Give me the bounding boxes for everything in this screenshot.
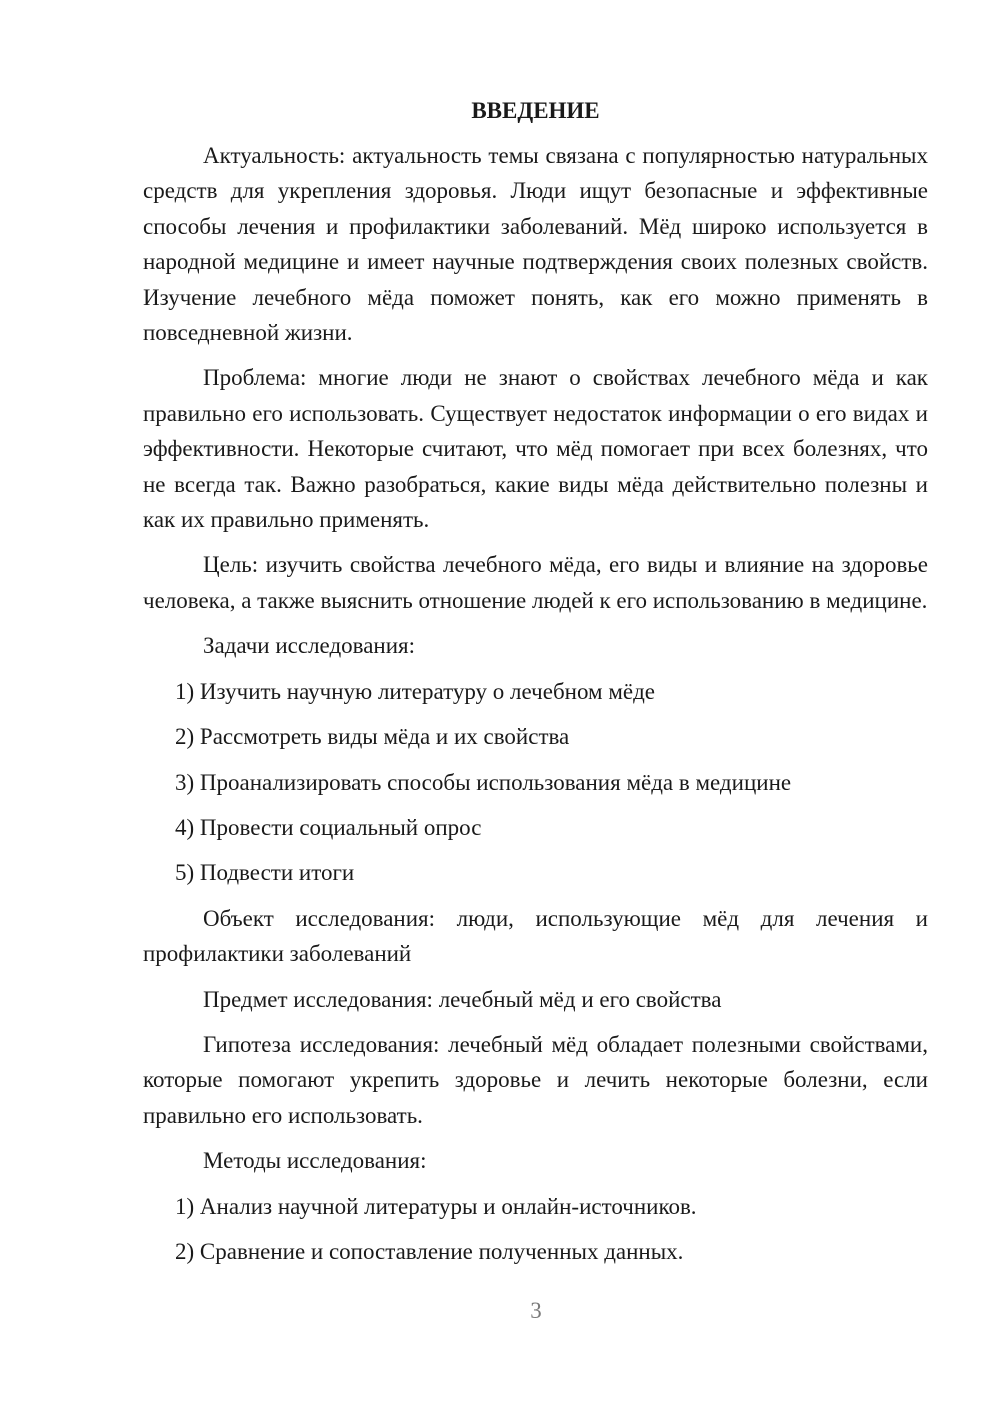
task-item: 5) Подвести итоги bbox=[175, 860, 355, 886]
methods-heading: Методы исследования: bbox=[203, 1148, 427, 1174]
task-item: 3) Проанализировать способы использования мёда в медицине bbox=[175, 769, 792, 795]
object-paragraph: Объект исследования: люди, использующие мёд для лечения и профилактики заболеваний bbox=[143, 905, 928, 967]
task-item: 2) Рассмотреть виды мёда и их свойства bbox=[175, 724, 570, 750]
task-item: 4) Провести социальный опрос bbox=[175, 814, 482, 840]
task-item: 1) Изучить научную литературу о лечебном мёде bbox=[175, 678, 655, 704]
relevance-paragraph: Актуальность: актуальность темы связана с популярностью натуральных средств для укрепления здоровья. Люди ищут безопасные и эффективные способы лечения и профилактики заболеваний. Мёд широко используется в народной медицине и имеет научные подтверждения своих полезных свойств. Изучение лечебного мёда поможет понять, как его можно применять в повседневной жизни. bbox=[143, 143, 928, 346]
subject-paragraph: Предмет исследования: лечебный мёд и его свойства bbox=[203, 986, 722, 1012]
goal-paragraph: Цель: изучить свойства лечебного мёда, его виды и влияние на здоровье человека, а также выяснить отношение людей к его использованию в медицине. bbox=[143, 552, 928, 613]
section-title: ВВЕДЕНИЕ bbox=[471, 98, 600, 123]
tasks-heading: Задачи исследования: bbox=[203, 633, 416, 659]
page-content bbox=[143, 93, 928, 1279]
problem-paragraph: Проблема: многие люди не знают о свойствах лечебного мёда и как правильно его использовать. Существует недостаток информации о его видах и эффективности. Некоторые считают, что мёд помогает при всех болезнях, что не всегда так. Важно разобраться, какие виды мёда действительно полезны и как их правильно применять. bbox=[143, 365, 928, 533]
method-item: 2) Сравнение и сопоставление полученных данных. bbox=[175, 1238, 684, 1264]
method-item: 1) Анализ научной литературы и онлайн-источников. bbox=[175, 1193, 697, 1219]
page-number: 3 bbox=[530, 1298, 542, 1323]
hypothesis-paragraph: Гипотеза исследования: лечебный мёд обладает полезными свойствами, которые помогают укрепить здоровье и лечить некоторые болезни, если правильно его использовать. bbox=[143, 1031, 928, 1128]
